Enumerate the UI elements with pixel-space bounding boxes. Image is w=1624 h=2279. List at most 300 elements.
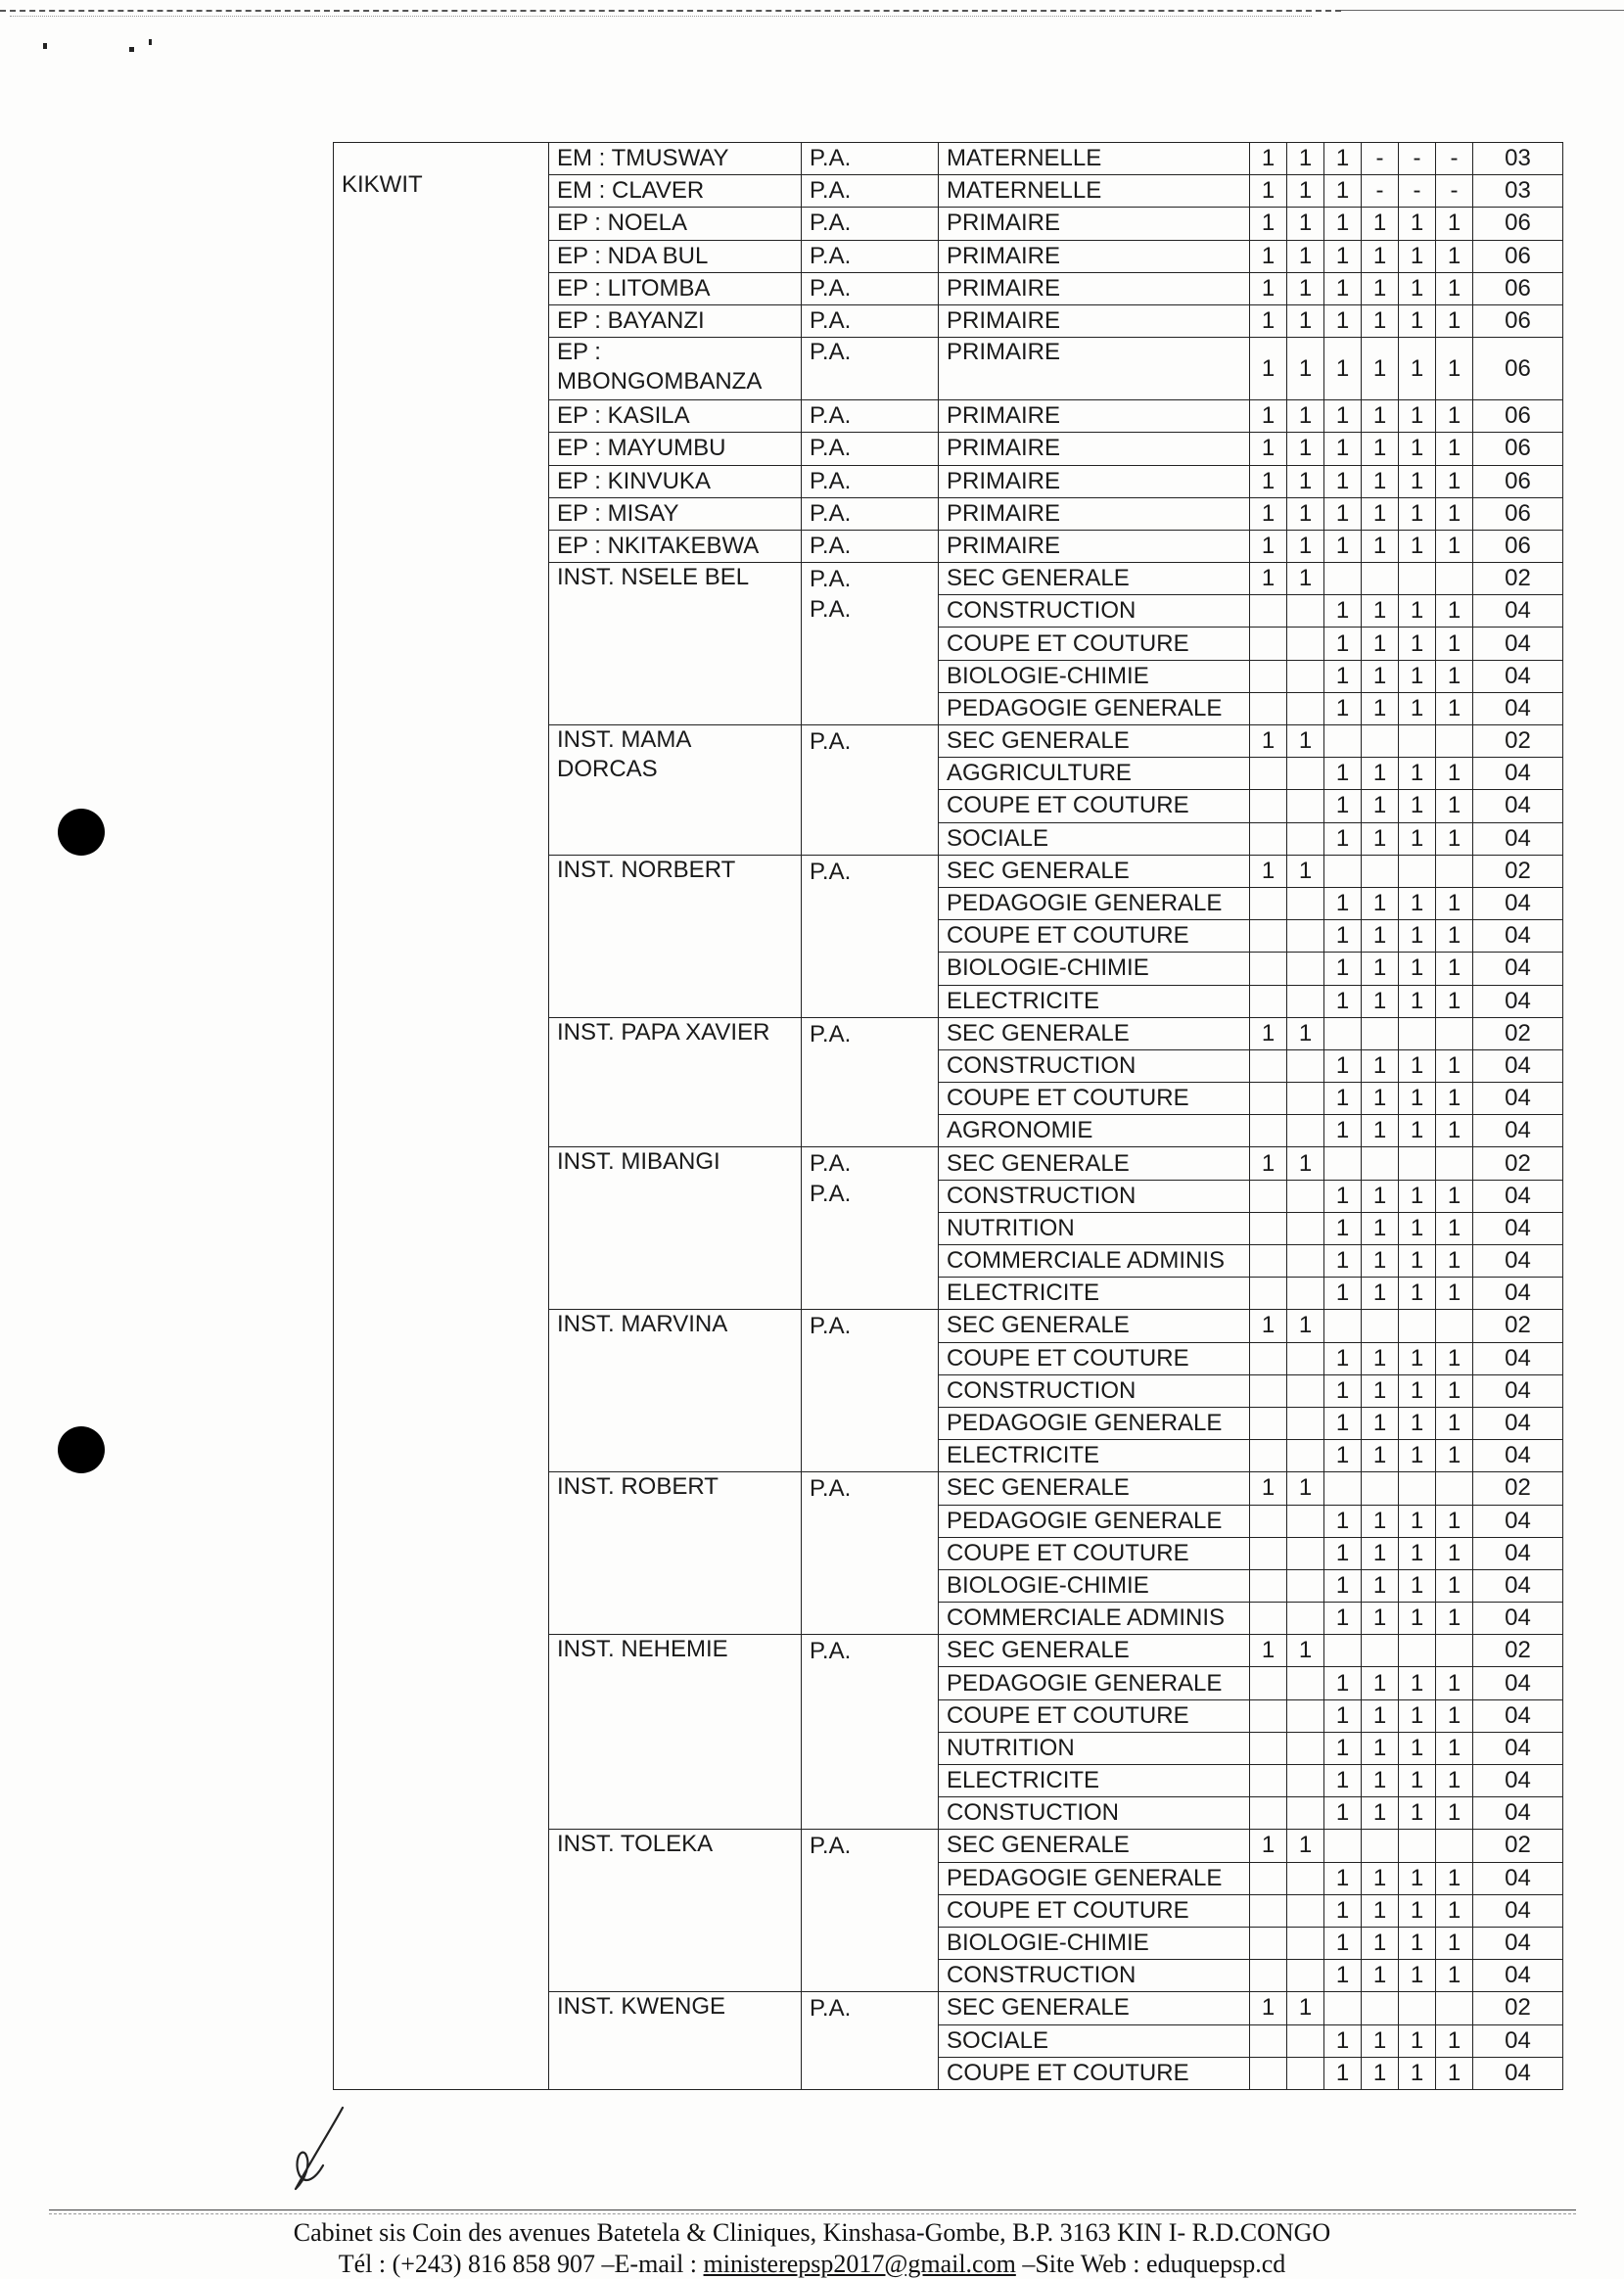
section-cell: PEDAGOGIE GENERALE: [939, 692, 1250, 724]
class-count-cell: [1436, 1830, 1473, 1862]
class-count-cell: [1250, 1894, 1287, 1927]
class-count-cell: [1436, 1017, 1473, 1049]
class-count-cell: 1: [1399, 1537, 1436, 1569]
class-count-cell: 1: [1324, 433, 1362, 465]
class-count-cell: 1: [1436, 1960, 1473, 1992]
class-count-cell: 1: [1399, 1049, 1436, 1082]
class-count-cell: 1: [1399, 1245, 1436, 1278]
class-count-cell: [1287, 1212, 1324, 1244]
class-count-cell: [1287, 1115, 1324, 1147]
section-cell: AGGRICULTURE: [939, 758, 1250, 790]
class-count-cell: [1250, 1180, 1287, 1212]
class-count-cell: 1: [1287, 1310, 1324, 1342]
total-cell: 04: [1473, 1505, 1563, 1537]
class-count-cell: 1: [1399, 822, 1436, 855]
section-cell: MATERNELLE: [939, 143, 1250, 175]
school-name-cell: EP : NDA BUL: [549, 240, 802, 272]
class-count-cell: 1: [1399, 497, 1436, 530]
section-cell: AGRONOMIE: [939, 1115, 1250, 1147]
section-cell: CONSTRUCTION: [939, 1049, 1250, 1082]
section-cell: PEDAGOGIE GENERALE: [939, 1667, 1250, 1699]
class-count-cell: [1287, 1278, 1324, 1310]
section-cell: SOCIALE: [939, 822, 1250, 855]
institute-name-cell: INST. MAMA DORCAS: [549, 725, 802, 856]
class-count-cell: 1: [1287, 563, 1324, 595]
class-count-cell: 1: [1287, 1147, 1324, 1180]
class-count-cell: [1324, 1830, 1362, 1862]
footer-address: Cabinet sis Coin des avenues Batetela & Cliniques, Kinshasa-Gombe, B.P. 3163 KIN I- R.D.CONGO: [293, 2218, 1331, 2247]
total-cell: 02: [1473, 1830, 1563, 1862]
class-count-cell: 1: [1287, 400, 1324, 433]
section-cell: COMMERCIALE ADMINIS: [939, 1245, 1250, 1278]
regime-cell: P.A.: [802, 1830, 939, 1992]
class-count-cell: 1: [1362, 1797, 1399, 1830]
section-cell: PRIMAIRE: [939, 400, 1250, 433]
class-count-cell: [1399, 1635, 1436, 1667]
class-count-cell: 1: [1399, 953, 1436, 985]
class-count-cell: [1287, 1505, 1324, 1537]
class-count-cell: [1399, 1472, 1436, 1505]
total-cell: 04: [1473, 1699, 1563, 1732]
regime-cell: P.A.: [802, 272, 939, 304]
class-count-cell: [1436, 725, 1473, 758]
total-cell: 04: [1473, 1667, 1563, 1699]
class-count-cell: 1: [1436, 1212, 1473, 1244]
section-cell: PRIMAIRE: [939, 272, 1250, 304]
class-count-cell: 1: [1362, 1278, 1399, 1310]
section-cell: SEC GENERALE: [939, 1017, 1250, 1049]
class-count-cell: 1: [1362, 692, 1399, 724]
section-cell: PRIMAIRE: [939, 338, 1250, 400]
class-count-cell: [1250, 1699, 1287, 1732]
total-cell: 04: [1473, 1537, 1563, 1569]
class-count-cell: 1: [1436, 595, 1473, 628]
institute-name-cell: INST. PAPA XAVIER: [549, 1017, 802, 1147]
class-count-cell: 1: [1399, 692, 1436, 724]
class-count-cell: [1324, 855, 1362, 887]
class-count-cell: 1: [1324, 887, 1362, 919]
total-cell: 04: [1473, 1862, 1563, 1894]
class-count-cell: 1: [1362, 2024, 1399, 2057]
section-cell: SEC GENERALE: [939, 1830, 1250, 1862]
class-count-cell: 1: [1436, 1180, 1473, 1212]
class-count-cell: 1: [1287, 143, 1324, 175]
class-count-cell: 1: [1324, 758, 1362, 790]
class-count-cell: 1: [1362, 790, 1399, 822]
class-count-cell: [1250, 1212, 1287, 1244]
total-cell: 02: [1473, 1472, 1563, 1505]
school-name-cell: EP : LITOMBA: [549, 272, 802, 304]
class-count-cell: 1: [1362, 530, 1399, 562]
total-cell: 04: [1473, 1342, 1563, 1374]
class-count-cell: 1: [1362, 1537, 1399, 1569]
total-cell: 02: [1473, 1017, 1563, 1049]
class-count-cell: 1: [1362, 272, 1399, 304]
class-count-cell: 1: [1250, 530, 1287, 562]
total-cell: 04: [1473, 1083, 1563, 1115]
class-count-cell: 1: [1324, 1603, 1362, 1635]
class-count-cell: 1: [1324, 985, 1362, 1017]
section-cell: PEDAGOGIE GENERALE: [939, 1505, 1250, 1537]
regime-cell: P.A.: [802, 208, 939, 240]
class-count-cell: 1: [1436, 530, 1473, 562]
school-name-cell: EP : NOELA: [549, 208, 802, 240]
class-count-cell: [1399, 855, 1436, 887]
class-count-cell: [1287, 887, 1324, 919]
class-count-cell: 1: [1287, 1830, 1324, 1862]
class-count-cell: 1: [1362, 433, 1399, 465]
class-count-cell: [1287, 1537, 1324, 1569]
class-count-cell: 1: [1362, 1505, 1399, 1537]
class-count-cell: 1: [1399, 628, 1436, 660]
class-count-cell: 1: [1399, 1569, 1436, 1602]
class-count-cell: 1: [1324, 465, 1362, 497]
section-cell: SEC GENERALE: [939, 1992, 1250, 2024]
class-count-cell: 1: [1436, 1603, 1473, 1635]
class-count-cell: [1287, 758, 1324, 790]
class-count-cell: [1399, 1992, 1436, 2024]
class-count-cell: [1324, 1147, 1362, 1180]
class-count-cell: [1250, 1115, 1287, 1147]
class-count-cell: [1287, 2024, 1324, 2057]
class-count-cell: 1: [1436, 304, 1473, 337]
class-count-cell: 1: [1362, 304, 1399, 337]
section-cell: COUPE ET COUTURE: [939, 1083, 1250, 1115]
class-count-cell: 1: [1324, 1699, 1362, 1732]
total-cell: 04: [1473, 595, 1563, 628]
class-count-cell: 1: [1362, 1374, 1399, 1407]
class-count-cell: 1: [1436, 1245, 1473, 1278]
class-count-cell: 1: [1250, 1017, 1287, 1049]
class-count-cell: 1: [1399, 1960, 1436, 1992]
section-cell: COUPE ET COUTURE: [939, 1342, 1250, 1374]
class-count-cell: 1: [1399, 660, 1436, 692]
punch-hole-icon: [58, 809, 105, 856]
section-cell: SEC GENERALE: [939, 1472, 1250, 1505]
class-count-cell: [1287, 628, 1324, 660]
class-count-cell: 1: [1399, 465, 1436, 497]
class-count-cell: 1: [1324, 1667, 1362, 1699]
class-count-cell: 1: [1436, 208, 1473, 240]
class-count-cell: 1: [1436, 465, 1473, 497]
class-count-cell: -: [1362, 143, 1399, 175]
total-cell: 06: [1473, 530, 1563, 562]
class-count-cell: [1250, 1960, 1287, 1992]
total-cell: 04: [1473, 1245, 1563, 1278]
class-count-cell: 1: [1362, 822, 1399, 855]
class-count-cell: 1: [1399, 1278, 1436, 1310]
class-count-cell: 1: [1436, 1797, 1473, 1830]
class-count-cell: [1324, 1017, 1362, 1049]
class-count-cell: [1250, 953, 1287, 985]
class-count-cell: 1: [1250, 465, 1287, 497]
class-count-cell: 1: [1362, 920, 1399, 953]
class-count-cell: [1362, 1472, 1399, 1505]
class-count-cell: 1: [1324, 143, 1362, 175]
institute-name-cell: INST. TOLEKA: [549, 1830, 802, 1992]
section-cell: SEC GENERALE: [939, 855, 1250, 887]
class-count-cell: 1: [1324, 660, 1362, 692]
class-count-cell: 1: [1324, 1374, 1362, 1407]
class-count-cell: [1287, 1440, 1324, 1472]
class-count-cell: 1: [1362, 1569, 1399, 1602]
class-count-cell: 1: [1399, 1374, 1436, 1407]
class-count-cell: 1: [1287, 1472, 1324, 1505]
institute-name-cell: INST. NSELE BEL: [549, 563, 802, 725]
school-name-cell: EP : NKITAKEBWA: [549, 530, 802, 562]
class-count-cell: 1: [1362, 1699, 1399, 1732]
regime-cell: P.A.: [802, 175, 939, 208]
section-cell: COMMERCIALE ADMINIS: [939, 1603, 1250, 1635]
class-count-cell: [1250, 2057, 1287, 2089]
class-count-cell: 1: [1287, 1992, 1324, 2024]
class-count-cell: [1287, 1407, 1324, 1439]
class-count-cell: 1: [1399, 338, 1436, 400]
class-count-cell: [1399, 725, 1436, 758]
regime-cell: P.A.: [802, 240, 939, 272]
class-count-cell: 1: [1362, 1180, 1399, 1212]
class-count-cell: 1: [1250, 497, 1287, 530]
total-cell: 02: [1473, 563, 1563, 595]
class-count-cell: 1: [1362, 1440, 1399, 1472]
class-count-cell: 1: [1250, 1830, 1287, 1862]
section-cell: COUPE ET COUTURE: [939, 2057, 1250, 2089]
class-count-cell: 1: [1362, 1245, 1399, 1278]
class-count-cell: [1287, 953, 1324, 985]
class-count-cell: [1250, 1667, 1287, 1699]
class-count-cell: 1: [1287, 465, 1324, 497]
class-count-cell: 1: [1436, 1667, 1473, 1699]
class-count-cell: [1250, 1374, 1287, 1407]
class-count-cell: 1: [1324, 208, 1362, 240]
section-cell: PRIMAIRE: [939, 465, 1250, 497]
class-count-cell: 1: [1436, 758, 1473, 790]
total-cell: 04: [1473, 1180, 1563, 1212]
class-count-cell: 1: [1399, 920, 1436, 953]
class-count-cell: [1287, 790, 1324, 822]
class-count-cell: 1: [1362, 1732, 1399, 1764]
class-count-cell: 1: [1436, 240, 1473, 272]
class-count-cell: 1: [1362, 1960, 1399, 1992]
class-count-cell: 1: [1250, 1147, 1287, 1180]
class-count-cell: 1: [1436, 822, 1473, 855]
footer-site: eduquepsp.cd: [1146, 2250, 1286, 2278]
class-count-cell: 1: [1436, 1537, 1473, 1569]
class-count-cell: 1: [1362, 400, 1399, 433]
class-count-cell: 1: [1436, 1115, 1473, 1147]
footer-divider-dashed: [49, 2213, 1576, 2214]
class-count-cell: 1: [1399, 790, 1436, 822]
regime-cell: P.A.: [802, 338, 939, 400]
class-count-cell: 1: [1324, 1083, 1362, 1115]
section-cell: BIOLOGIE-CHIMIE: [939, 953, 1250, 985]
class-count-cell: 1: [1399, 1894, 1436, 1927]
regime-cell: P.A.: [802, 1310, 939, 1472]
class-count-cell: [1287, 1049, 1324, 1082]
class-count-cell: [1436, 855, 1473, 887]
class-count-cell: 1: [1399, 1407, 1436, 1439]
institute-name-cell: INST. NORBERT: [549, 855, 802, 1017]
class-count-cell: 1: [1362, 1212, 1399, 1244]
class-count-cell: 1: [1436, 1699, 1473, 1732]
class-count-cell: -: [1436, 143, 1473, 175]
total-cell: 04: [1473, 1115, 1563, 1147]
class-count-cell: 1: [1324, 497, 1362, 530]
section-cell: PRIMAIRE: [939, 433, 1250, 465]
top-scan-rule: [0, 10, 1341, 12]
class-count-cell: [1250, 1407, 1287, 1439]
total-cell: 06: [1473, 497, 1563, 530]
class-count-cell: 1: [1287, 855, 1324, 887]
class-count-cell: 1: [1250, 725, 1287, 758]
section-cell: SEC GENERALE: [939, 1147, 1250, 1180]
total-cell: 04: [1473, 660, 1563, 692]
section-cell: PRIMAIRE: [939, 304, 1250, 337]
class-count-cell: 1: [1324, 338, 1362, 400]
total-cell: 02: [1473, 855, 1563, 887]
class-count-cell: [1324, 1310, 1362, 1342]
total-cell: 04: [1473, 692, 1563, 724]
class-count-cell: 1: [1436, 400, 1473, 433]
class-count-cell: 1: [1362, 497, 1399, 530]
footer-email-link[interactable]: ministerepsp2017@gmail.com: [703, 2250, 1016, 2278]
total-cell: 04: [1473, 628, 1563, 660]
total-cell: 02: [1473, 1310, 1563, 1342]
class-count-cell: 1: [1362, 338, 1399, 400]
class-count-cell: [1324, 725, 1362, 758]
total-cell: 04: [1473, 1603, 1563, 1635]
class-count-cell: [1436, 1635, 1473, 1667]
section-cell: BIOLOGIE-CHIMIE: [939, 1927, 1250, 1959]
class-count-cell: [1250, 790, 1287, 822]
total-cell: 06: [1473, 208, 1563, 240]
class-count-cell: 1: [1250, 304, 1287, 337]
class-count-cell: [1250, 1049, 1287, 1082]
class-count-cell: -: [1436, 175, 1473, 208]
class-count-cell: 1: [1399, 985, 1436, 1017]
class-count-cell: 1: [1324, 240, 1362, 272]
regime-cell: P.A. P.A.: [802, 563, 939, 725]
class-count-cell: 1: [1362, 887, 1399, 919]
section-cell: SOCIALE: [939, 2024, 1250, 2057]
class-count-cell: 1: [1324, 2024, 1362, 2057]
class-count-cell: [1250, 1505, 1287, 1537]
class-count-cell: 1: [1399, 1667, 1436, 1699]
class-count-cell: 1: [1250, 208, 1287, 240]
section-cell: CONSTRUCTION: [939, 1374, 1250, 1407]
class-count-cell: [1250, 1862, 1287, 1894]
class-count-cell: 1: [1362, 1667, 1399, 1699]
section-cell: PRIMAIRE: [939, 208, 1250, 240]
class-count-cell: [1362, 1147, 1399, 1180]
footer-tel: Tél : (+243) 816 858 907 –E-mail :: [338, 2250, 704, 2278]
total-cell: 04: [1473, 1569, 1563, 1602]
class-count-cell: 1: [1324, 595, 1362, 628]
class-count-cell: 1: [1324, 1407, 1362, 1439]
class-count-cell: [1399, 1830, 1436, 1862]
section-cell: PRIMAIRE: [939, 530, 1250, 562]
class-count-cell: 1: [1324, 1537, 1362, 1569]
class-count-cell: 1: [1324, 1505, 1362, 1537]
class-count-cell: 1: [1399, 208, 1436, 240]
class-count-cell: 1: [1287, 272, 1324, 304]
class-count-cell: [1250, 692, 1287, 724]
total-cell: 04: [1473, 1894, 1563, 1927]
regime-cell: P.A.: [802, 497, 939, 530]
class-count-cell: [1250, 595, 1287, 628]
class-count-cell: 1: [1287, 433, 1324, 465]
total-cell: 04: [1473, 822, 1563, 855]
class-count-cell: 1: [1250, 433, 1287, 465]
class-count-cell: [1250, 822, 1287, 855]
class-count-cell: [1436, 1992, 1473, 2024]
institute-name-cell: INST. MARVINA: [549, 1310, 802, 1472]
class-count-cell: 1: [1250, 175, 1287, 208]
class-count-cell: [1436, 1147, 1473, 1180]
class-count-cell: 1: [1324, 692, 1362, 724]
total-cell: 03: [1473, 143, 1563, 175]
class-count-cell: 1: [1362, 208, 1399, 240]
class-count-cell: 1: [1362, 985, 1399, 1017]
class-count-cell: 1: [1287, 497, 1324, 530]
school-name-cell: EP : KASILA: [549, 400, 802, 433]
class-count-cell: [1250, 1927, 1287, 1959]
total-cell: 04: [1473, 1732, 1563, 1764]
class-count-cell: 1: [1250, 855, 1287, 887]
regime-cell: P.A.: [802, 725, 939, 856]
schools-table: [333, 142, 1563, 2090]
class-count-cell: 1: [1436, 1927, 1473, 1959]
class-count-cell: 1: [1362, 1862, 1399, 1894]
institute-name-cell: INST. ROBERT: [549, 1472, 802, 1635]
section-cell: ELECTRICITE: [939, 1440, 1250, 1472]
total-cell: 04: [1473, 1960, 1563, 1992]
class-count-cell: 1: [1436, 887, 1473, 919]
class-count-cell: 1: [1287, 175, 1324, 208]
class-count-cell: [1250, 1083, 1287, 1115]
regime-cell: P.A.: [802, 855, 939, 1017]
institute-name-cell: INST. NEHEMIE: [549, 1635, 802, 1830]
class-count-cell: 1: [1324, 530, 1362, 562]
class-count-cell: 1: [1324, 272, 1362, 304]
class-count-cell: 1: [1287, 1635, 1324, 1667]
class-count-cell: 1: [1399, 530, 1436, 562]
class-count-cell: [1287, 1927, 1324, 1959]
institute-name-cell: INST. MIBANGI: [549, 1147, 802, 1310]
class-count-cell: 1: [1324, 2057, 1362, 2089]
class-count-cell: 1: [1250, 1472, 1287, 1505]
class-count-cell: 1: [1362, 1083, 1399, 1115]
class-count-cell: [1250, 887, 1287, 919]
class-count-cell: 1: [1436, 497, 1473, 530]
class-count-cell: 1: [1250, 240, 1287, 272]
regime-cell: P.A.: [802, 304, 939, 337]
class-count-cell: 1: [1399, 1180, 1436, 1212]
school-name-cell: EP : MBONGOMBANZA: [549, 338, 802, 400]
class-count-cell: -: [1362, 175, 1399, 208]
class-count-cell: 1: [1399, 400, 1436, 433]
section-cell: COUPE ET COUTURE: [939, 628, 1250, 660]
section-cell: PEDAGOGIE GENERALE: [939, 1407, 1250, 1439]
class-count-cell: 1: [1287, 725, 1324, 758]
class-count-cell: 1: [1399, 1342, 1436, 1374]
total-cell: 04: [1473, 1374, 1563, 1407]
class-count-cell: [1287, 692, 1324, 724]
class-count-cell: 1: [1436, 985, 1473, 1017]
schools-table-body: [334, 143, 1563, 2090]
section-cell: COUPE ET COUTURE: [939, 1537, 1250, 1569]
class-count-cell: [1250, 1278, 1287, 1310]
